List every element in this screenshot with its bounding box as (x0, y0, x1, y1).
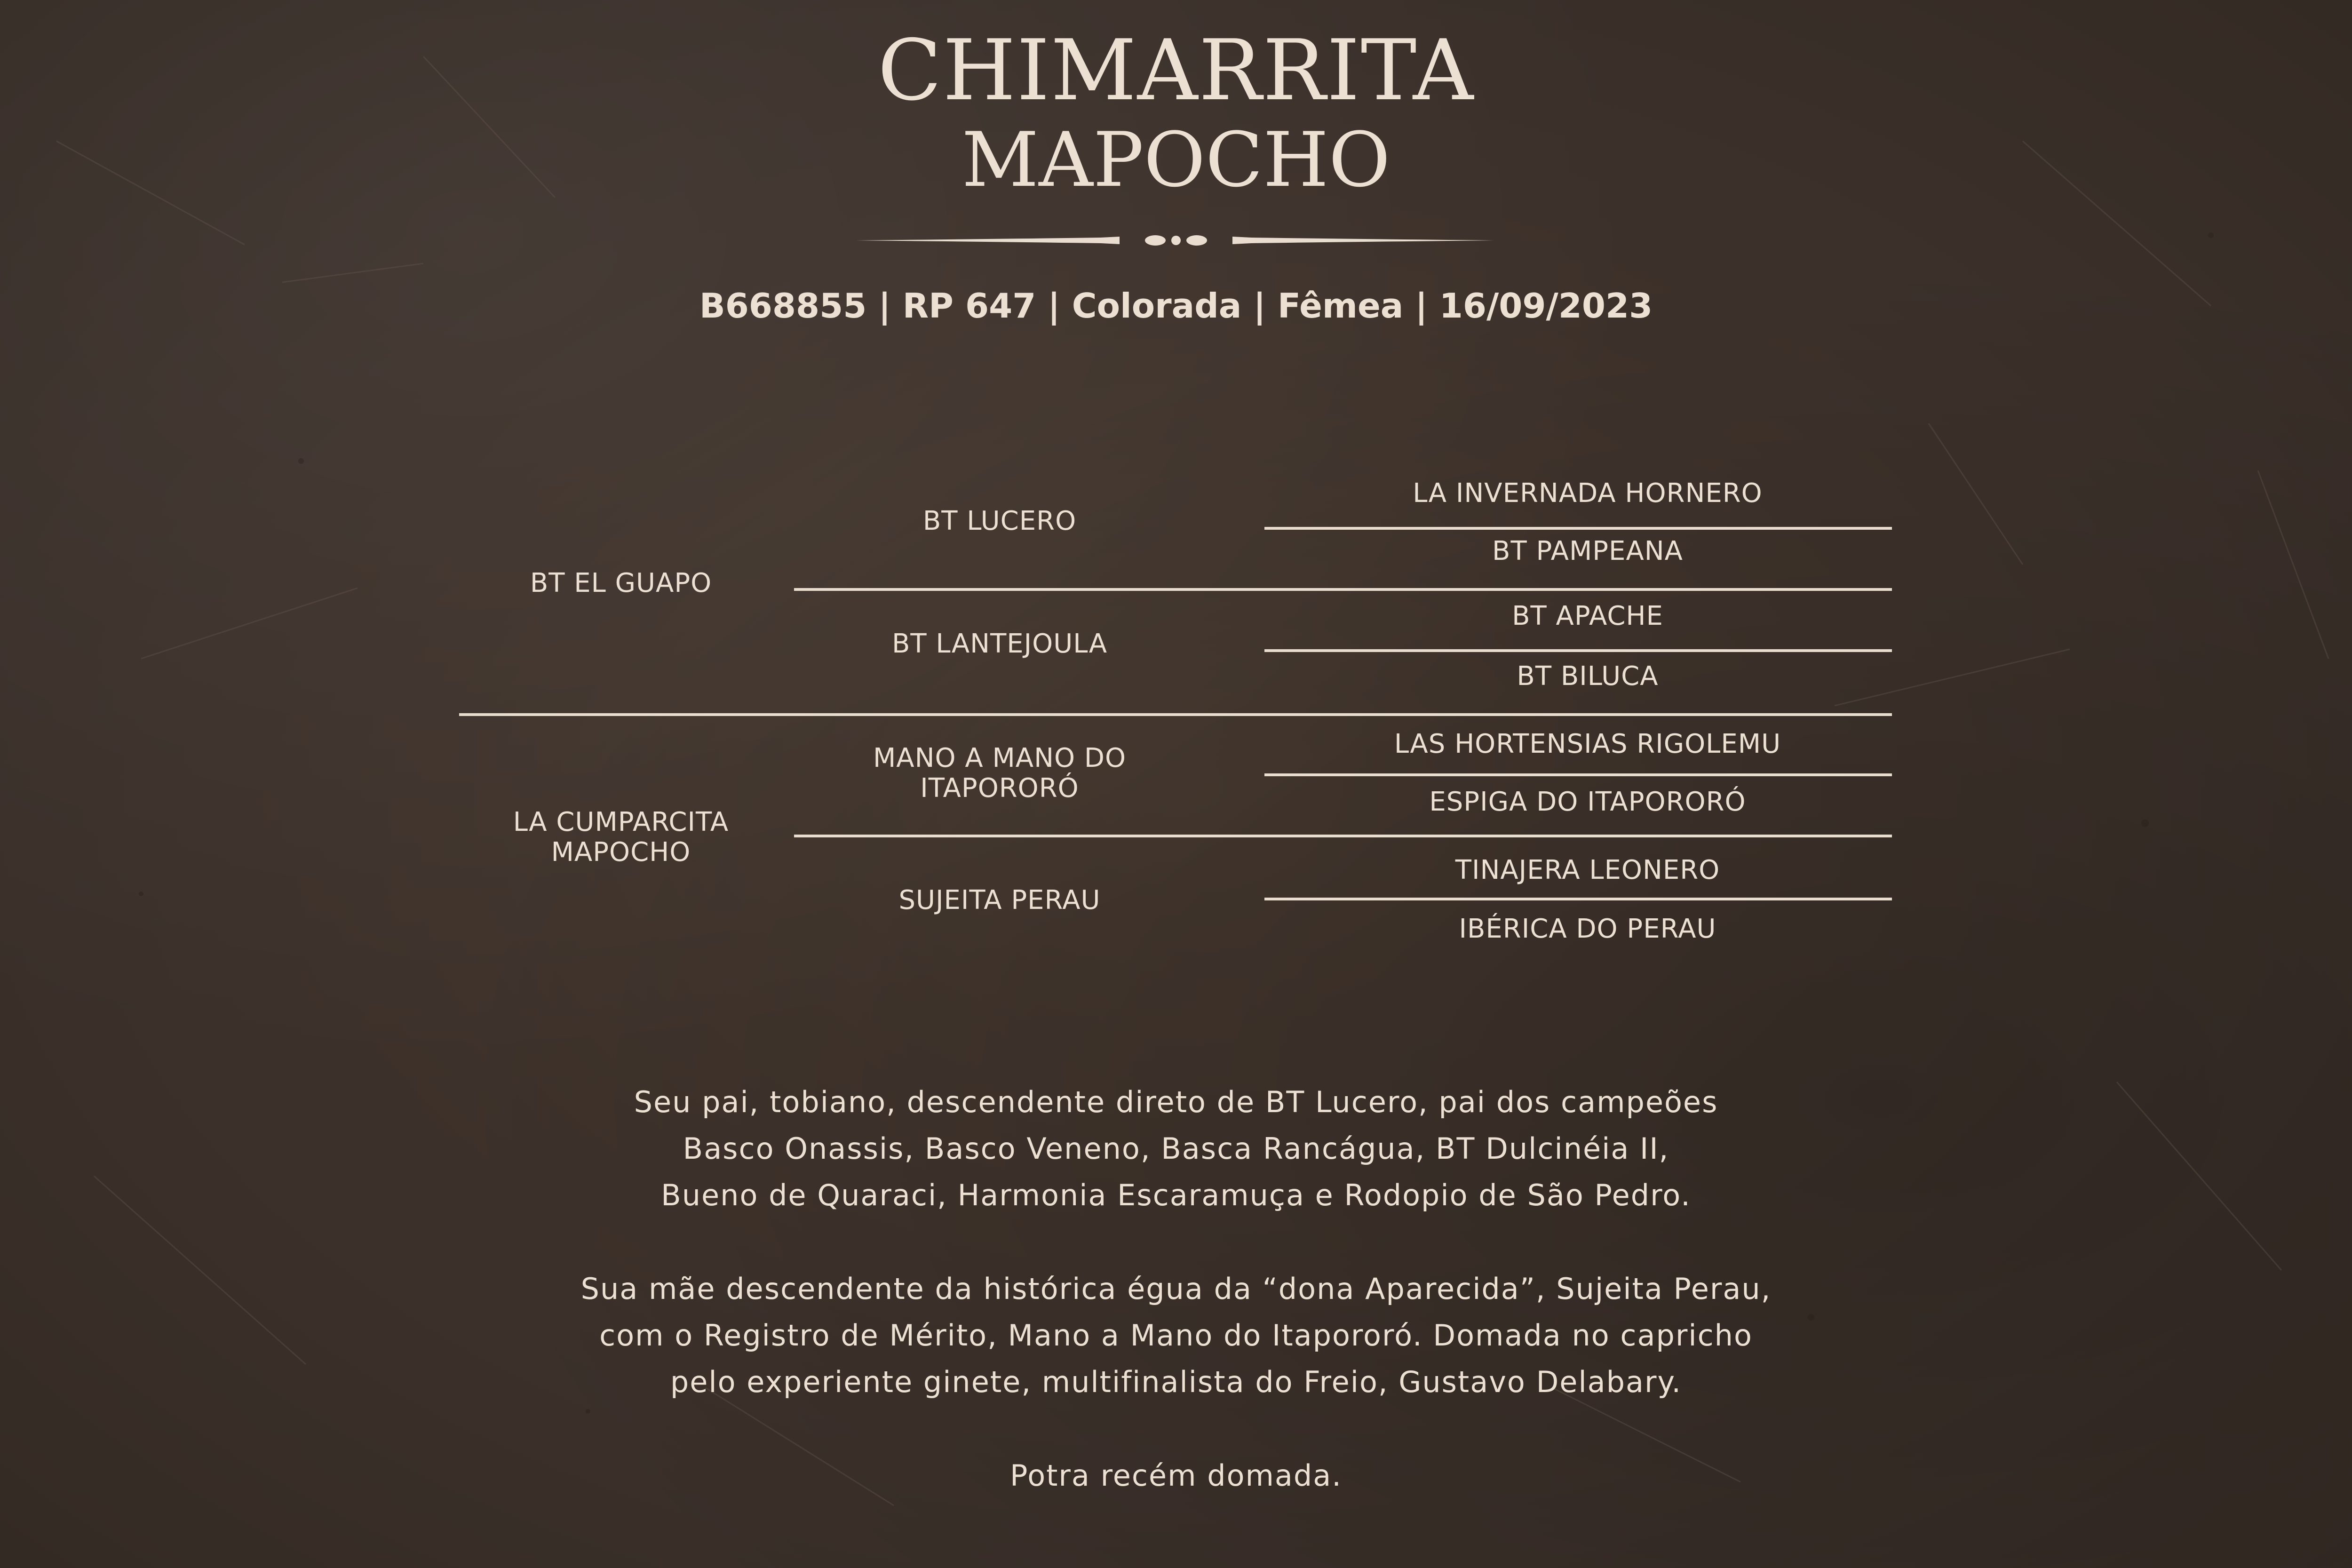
pedigree-line-g3-4 (1264, 898, 1892, 900)
g3-name-8: IBÉRICA DO PERAU (1459, 914, 1716, 944)
g3-name-6: ESPIGA DO ITAPORORÓ (1429, 787, 1746, 817)
g3-name-3: BT APACHE (1512, 601, 1663, 631)
pedigree-line-g3-2 (1264, 649, 1892, 652)
pedigree-line-g3-3 (1264, 773, 1892, 776)
divider-ornament-icon (856, 225, 1496, 256)
description-line: com o Registro de Mérito, Mano a Mano do Itapororó. Domada no capricho (599, 1318, 1753, 1353)
sire-sire-name: BT LUCERO (922, 506, 1077, 536)
description-paragraph-1 (0, 1079, 2352, 1218)
description-line: Basco Onassis, Basco Veneno, Basca Rancágua, BT Dulcinéia II, (683, 1131, 1669, 1166)
horse-name-line-1: CHIMARRITA (877, 22, 1475, 119)
horse-name-line-2: MAPOCHO (961, 116, 1391, 204)
sire-dam-name: BT LANTEJOULA (891, 629, 1108, 659)
sire-name: BT EL GUAPO (530, 568, 712, 598)
pedigree-line-g2-2 (794, 835, 1892, 837)
pedigree-line-g1 (459, 713, 1892, 716)
dam-dam-name: SUJEITA PERAU (898, 885, 1101, 915)
description-line: Seu pai, tobiano, descendente direto de BT Lucero, pai dos campeões (634, 1085, 1718, 1119)
dam-name: LA CUMPARCITA MAPOCHO (513, 807, 729, 868)
description-paragraph-3: Potra recém domada. (1010, 1458, 1342, 1493)
pedigree-line-g3-1 (1264, 527, 1892, 530)
g3-name-4: BT BILUCA (1517, 661, 1659, 692)
description-line: pelo experiente ginete, multifinalista do Freio, Gustavo Delabary. (670, 1365, 1682, 1399)
description-line: Bueno de Quaraci, Harmonia Escaramuça e Rodopio de São Pedro. (661, 1178, 1691, 1212)
pedigree-line-g2-1 (794, 588, 1892, 591)
description-paragraph-2 (0, 1266, 2352, 1405)
g3-name-5: LAS HORTENSIAS RIGOLEMU (1394, 729, 1781, 759)
description-line: Sua mãe descendente da histórica égua da “dona Aparecida”, Sujeita Perau, (580, 1272, 1772, 1306)
g3-name-7: TINAJERA LEONERO (1455, 855, 1720, 885)
g3-name-1: LA INVERNADA HORNERO (1413, 478, 1763, 509)
registration-info: B668855 | RP 647 | Colorada | Fêmea | 16/09/2023 (699, 286, 1653, 326)
dam-sire-name: MANO A MANO DO ITAPORORÓ (873, 743, 1127, 804)
g3-name-2: BT PAMPEANA (1492, 536, 1683, 566)
